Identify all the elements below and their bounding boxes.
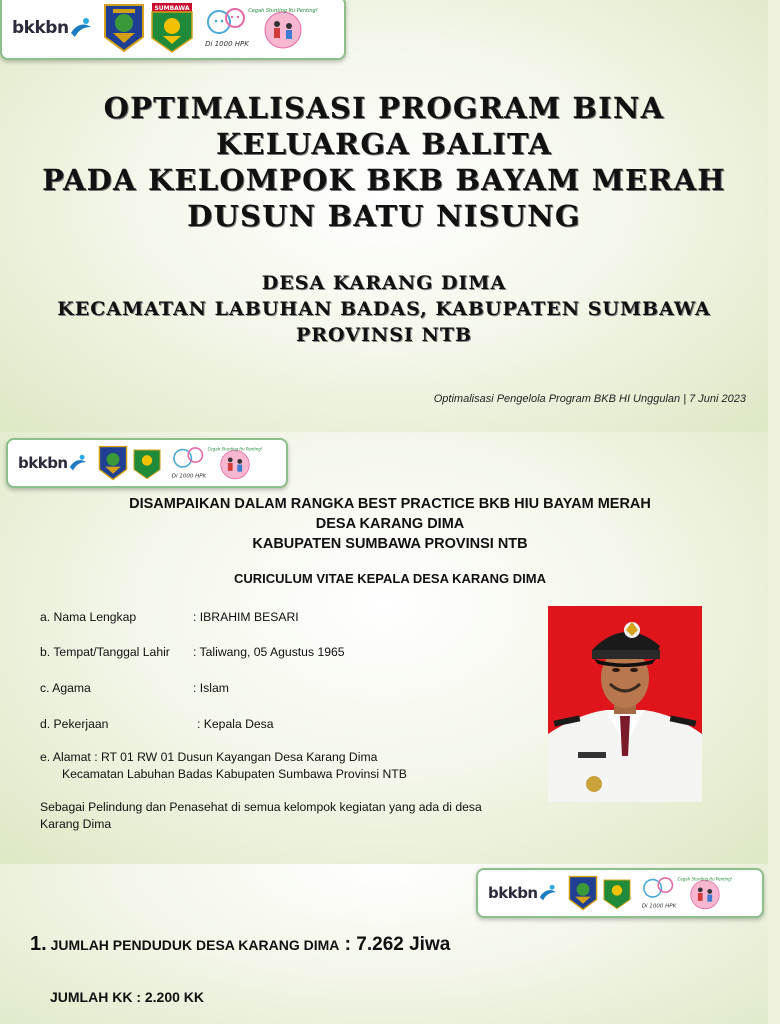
title-line: OPTIMALISASI PROGRAM BINA: [103, 91, 665, 125]
svg-text:SUMBAWA: SUMBAWA: [154, 5, 190, 12]
stunting-logo-icon: [247, 4, 318, 52]
bkkbn-wordmark: bkkbn: [12, 18, 69, 38]
hpk-logo-icon: [166, 444, 212, 482]
cv-value: : Kepala Desa: [197, 717, 274, 731]
cv-value: : IBRAHIM BESARI: [193, 610, 299, 624]
address-line: e. Alamat : RT 01 RW 01 Dusun Kayangan Desa Karang Dima: [40, 750, 378, 764]
svg-text:Di 1000 HPK: Di 1000 HPK: [641, 903, 676, 910]
title-line: PADA KELOMPOK BKB BAYAM MERAH: [42, 163, 726, 197]
address-line: Kecamatan Labuhan Badas Kabupaten Sumbawa Provinsi NTB: [62, 767, 407, 781]
stat-value: : 7.262 Jiwa: [339, 934, 451, 955]
sumbawa-emblem-icon: [132, 445, 162, 481]
person-portrait-icon: [548, 606, 702, 802]
svg-text:Cegah Stunting Itu Penting!: Cegah Stunting Itu Penting!: [677, 876, 732, 882]
heading-line: DISAMPAIKAN DALAM RANGKA BEST PRACTICE BKB HIU BAYAM MERAH: [129, 496, 651, 512]
cv-value: : Islam: [193, 681, 229, 695]
heading-line: DESA KARANG DIMA: [315, 516, 465, 532]
sumbawa-emblem-icon: [149, 2, 195, 54]
bkkbn-logo: [18, 454, 88, 472]
bkkbn-wordmark: bkkbn: [488, 884, 538, 902]
ntb-emblem-icon: [103, 3, 145, 53]
svg-text:Di 1000 HPK: Di 1000 HPK: [171, 473, 206, 480]
bkkbn-logo: [12, 17, 93, 39]
logo-bar: [6, 438, 288, 488]
ntb-emblem-icon: [98, 445, 128, 481]
bkkbn-logo: [488, 884, 558, 902]
slide-population: [0, 864, 768, 1024]
bkkbn-wordmark: bkkbn: [18, 454, 68, 472]
sumbawa-emblem-icon: [602, 875, 632, 911]
hpk-logo-icon: [636, 874, 682, 912]
cv-note: Sebagai Pelindung dan Penasehat di semua kelompok kegiatan yang ada di desa Karang Dima: [40, 800, 482, 831]
bkkbn-swoosh-icon: [68, 454, 88, 472]
logo-bar: [476, 868, 764, 918]
stunting-logo-icon: [677, 874, 732, 912]
household-stat: JUMLAH KK : 2.200 KK: [50, 989, 205, 1005]
portrait-photo: [548, 606, 702, 802]
cv-address: [40, 749, 407, 783]
stat-number: 1.: [30, 933, 47, 955]
cv-label: b. Tempat/Tanggal Lahir: [40, 645, 170, 659]
logo-bar: [0, 0, 346, 60]
cv-label: d. Pekerjaan: [40, 717, 109, 731]
stunting-logo-icon: [207, 444, 262, 482]
subtitle-line: PROVINSI NTB: [295, 324, 473, 346]
hpk-logo-icon: [199, 4, 255, 52]
subtitle-line: DESA KARANG DIMA: [261, 272, 507, 294]
svg-text:Cegah Stunting Itu Penting!: Cegah Stunting Itu Penting!: [247, 8, 318, 14]
bkkbn-swoosh-icon: [69, 17, 93, 39]
cv-value: : Taliwang, 05 Agustus 1965: [193, 645, 345, 659]
cv-title: CURICULUM VITAE KEPALA DESA KARANG DIMA: [234, 571, 546, 586]
slide-title: [0, 0, 768, 432]
cv-label: a. Nama Lengkap: [40, 610, 137, 624]
population-stat: [30, 933, 450, 956]
subtitle-line: KECAMATAN LABUHAN BADAS, KABUPATEN SUMBAWA: [57, 298, 711, 320]
ntb-emblem-icon: [568, 875, 598, 911]
cv-label: c. Agama: [40, 681, 91, 695]
title-line: DUSUN BATU NISUNG: [187, 199, 581, 233]
slide-curriculum-vitae: [0, 432, 768, 864]
presentation-heading: [0, 494, 780, 554]
main-title: [0, 90, 768, 234]
stat-label: JUMLAH PENDUDUK DESA KARANG DIMA: [46, 937, 340, 953]
bkkbn-swoosh-icon: [538, 884, 558, 902]
title-line: KELUARGA BALITA: [216, 127, 552, 161]
svg-text:Di 1000 HPK: Di 1000 HPK: [204, 40, 249, 48]
svg-text:Cegah Stunting Itu Penting!: Cegah Stunting Itu Penting!: [207, 446, 262, 452]
location-subtitle: [0, 270, 768, 348]
heading-line: KABUPATEN SUMBAWA PROVINSI NTB: [252, 536, 528, 552]
slide-caption: Optimalisasi Pengelola Program BKB HI Unggulan | 7 Juni 2023: [433, 393, 746, 405]
